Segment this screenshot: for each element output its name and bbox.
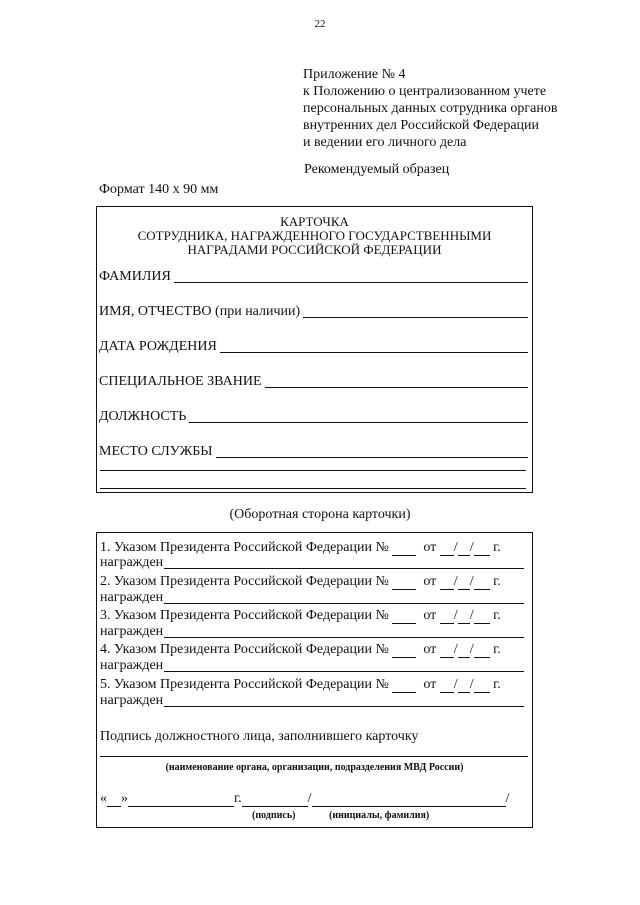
date-separator: / (469, 677, 474, 692)
position-field[interactable] (99, 407, 528, 425)
decree-text: Указом Президента Российской Федерации № (114, 540, 389, 555)
signature-date-row[interactable] (100, 791, 509, 807)
signature-blank[interactable] (242, 794, 308, 807)
card-back (96, 532, 533, 828)
signature-label: Подпись должностного лица, заполнившего карточку (100, 729, 419, 744)
awarded-label: награжден (100, 658, 164, 673)
decree-number: 2. (100, 574, 111, 589)
field-label: ФАМИЛИЯ (99, 269, 171, 284)
appendix-line: и ведении его личного дела (303, 135, 467, 150)
back-side-caption: (Оборотная сторона карточки) (229, 507, 411, 522)
decree-number: 5. (100, 677, 111, 692)
fill-line (164, 603, 524, 604)
day-blank[interactable] (440, 680, 454, 693)
organization-fill-line[interactable] (100, 756, 528, 757)
date-separator: / (469, 574, 474, 589)
year-suffix: г. (234, 791, 242, 806)
awarded-label: награжден (100, 555, 164, 570)
year-suffix: г. (493, 574, 501, 589)
decree-row[interactable] (100, 607, 528, 624)
date-separator: / (453, 574, 458, 589)
fill-line (216, 457, 528, 458)
decree-from: от (423, 608, 437, 623)
decree-from: от (423, 677, 437, 692)
appendix-line: к Положению о централизованном учете (303, 84, 547, 99)
fill-line (164, 706, 524, 707)
fill-line (164, 671, 524, 672)
month-blank[interactable] (458, 577, 470, 590)
slash: / (505, 791, 510, 806)
initials-caption: (инициалы, фамилия) (329, 810, 430, 821)
page-number: 22 (314, 18, 326, 30)
decree-number: 4. (100, 642, 111, 657)
fill-line (164, 637, 524, 638)
month-blank[interactable] (128, 794, 208, 807)
awarded-row[interactable] (100, 658, 524, 674)
card-title-line: СОТРУДНИКА, НАГРАЖДЕННОГО ГОСУДАРСТВЕННЫМИ (137, 228, 492, 243)
awarded-label: награжден (100, 590, 164, 605)
month-blank[interactable] (458, 645, 470, 658)
slash: / (307, 791, 312, 806)
year-blank[interactable] (208, 794, 234, 807)
initials-surname-blank[interactable] (312, 794, 506, 807)
field-label: МЕСТО СЛУЖБЫ (99, 444, 213, 459)
year-suffix: г. (493, 540, 501, 555)
signature-caption: (подпись) (252, 810, 296, 821)
fill-line[interactable] (100, 488, 526, 489)
decree-row[interactable] (100, 573, 528, 590)
field-label: ДОЛЖНОСТЬ (99, 409, 187, 424)
fill-line (265, 387, 529, 388)
date-separator: / (469, 642, 474, 657)
date-separator: / (469, 608, 474, 623)
month-blank[interactable] (458, 680, 470, 693)
decree-number: 1. (100, 540, 111, 555)
surname-field[interactable] (99, 267, 528, 285)
decree-from: от (423, 574, 437, 589)
day-blank[interactable] (440, 577, 454, 590)
special-rank-field[interactable] (99, 372, 528, 390)
name-patronymic-field[interactable] (99, 302, 528, 320)
year-blank[interactable] (474, 645, 490, 658)
fill-line (174, 282, 528, 283)
awarded-label: награжден (100, 693, 164, 708)
year-suffix: г. (493, 677, 501, 692)
decree-from: от (423, 642, 437, 657)
organization-caption: (наименование органа, организации, подразделения МВД России) (165, 762, 464, 773)
decree-from: от (423, 540, 437, 555)
decree-text: Указом Президента Российской Федерации № (114, 608, 389, 623)
awarded-row[interactable] (100, 590, 524, 606)
quote-open: « (100, 791, 107, 806)
awarded-row[interactable] (100, 693, 524, 709)
decree-no-blank[interactable] (392, 577, 416, 590)
year-suffix: г. (493, 642, 501, 657)
field-label: СПЕЦИАЛЬНОЕ ЗВАНИЕ (99, 374, 262, 389)
birth-date-field[interactable] (99, 337, 528, 355)
decree-number: 3. (100, 608, 111, 623)
decree-row[interactable] (100, 641, 528, 658)
decree-text: Указом Президента Российской Федерации № (114, 677, 389, 692)
date-separator: / (453, 642, 458, 657)
date-separator: / (453, 677, 458, 692)
fill-line (303, 317, 528, 318)
date-separator: / (453, 540, 458, 555)
month-blank[interactable] (458, 611, 470, 624)
card-title-line: НАГРАДАМИ РОССИЙСКОЙ ФЕДЕРАЦИИ (187, 242, 442, 257)
card-title-line: КАРТОЧКА (280, 214, 349, 229)
appendix-line: персональных данных сотрудника органов (303, 101, 558, 116)
appendix-line: внутренних дел Российской Федерации (303, 118, 540, 133)
awarded-row[interactable] (100, 555, 524, 571)
date-separator: / (453, 608, 458, 623)
year-blank[interactable] (474, 577, 490, 590)
decree-no-blank[interactable] (392, 611, 416, 624)
decree-no-blank[interactable] (392, 645, 416, 658)
place-of-service-field[interactable] (99, 442, 528, 460)
appendix-title: Приложение № 4 (303, 67, 406, 82)
decree-no-blank[interactable] (392, 680, 416, 693)
year-blank[interactable] (474, 611, 490, 624)
day-blank[interactable] (440, 611, 454, 624)
fill-line (164, 568, 524, 569)
day-blank[interactable] (440, 645, 454, 658)
fill-line (189, 422, 528, 423)
quote-close: » (121, 791, 128, 806)
decree-text: Указом Президента Российской Федерации № (114, 642, 389, 657)
year-suffix: г. (493, 608, 501, 623)
decree-text: Указом Президента Российской Федерации № (114, 574, 389, 589)
decree-row[interactable] (100, 676, 528, 693)
appendix-header (303, 66, 557, 151)
fill-line[interactable] (100, 470, 526, 471)
fill-line (220, 352, 528, 353)
card-title (97, 215, 532, 257)
day-blank[interactable] (107, 794, 121, 807)
field-label: ИМЯ, ОТЧЕСТВО (при наличии) (99, 304, 301, 319)
awarded-label: награжден (100, 624, 164, 639)
field-label: ДАТА РОЖДЕНИЯ (99, 339, 217, 354)
awarded-row[interactable] (100, 624, 524, 640)
year-blank[interactable] (474, 680, 490, 693)
recommended-sample-label: Рекомендуемый образец (304, 162, 450, 177)
date-separator: / (469, 540, 474, 555)
decree-row[interactable] (100, 539, 528, 556)
card-front (96, 206, 533, 493)
format-label: Формат 140 х 90 мм (99, 182, 219, 197)
